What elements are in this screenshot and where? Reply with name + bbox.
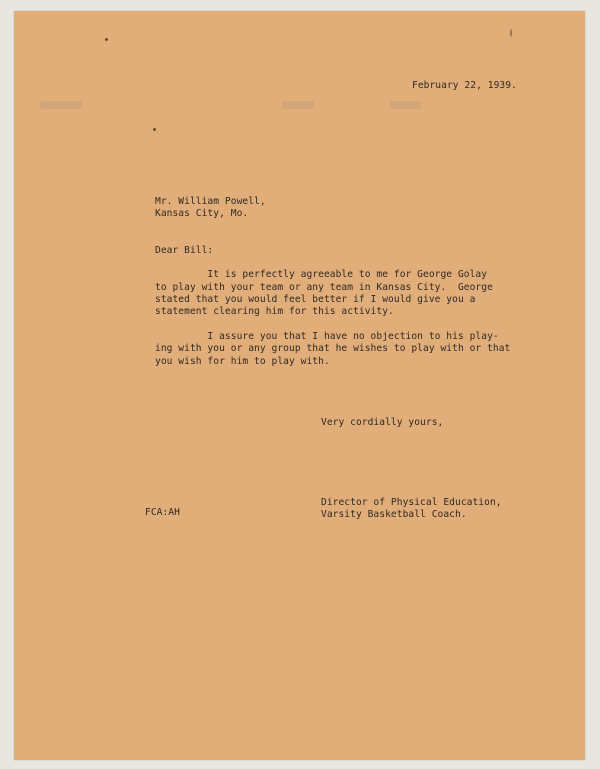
- letter-page: [14, 11, 585, 760]
- reference-initials: FCA:AH: [145, 507, 180, 518]
- body-line: statement clearing him for this activity.: [155, 306, 394, 317]
- ink-speck: [105, 38, 108, 41]
- recipient-location: Kansas City, Mo.: [155, 208, 249, 219]
- pencil-mark: [510, 29, 512, 37]
- closing: Very cordially yours,: [321, 417, 444, 428]
- body-line: to play with your team or any team in Kansas City. George: [155, 282, 493, 293]
- signature-title: Director of Physical Education,: [321, 497, 502, 508]
- body-line: It is perfectly agreeable to me for George Golay: [155, 269, 488, 280]
- salutation: Dear Bill:: [155, 245, 214, 256]
- body-line: I assure you that I have no objection to his play-: [155, 331, 499, 342]
- signature-title: Varsity Basketball Coach.: [321, 509, 467, 520]
- recipient-name: Mr. William Powell,: [155, 196, 266, 207]
- letter-date: February 22, 1939.: [412, 80, 517, 91]
- faded-mark: [40, 101, 82, 109]
- body-line: stated that you would feel better if I would give you a: [155, 294, 476, 305]
- body-line: ing with you or any group that he wishes to play with or that: [155, 343, 511, 354]
- body-line: you wish for him to play with.: [155, 356, 330, 367]
- faded-mark: [390, 101, 421, 109]
- ink-speck: [153, 128, 156, 131]
- faded-mark: [282, 101, 314, 109]
